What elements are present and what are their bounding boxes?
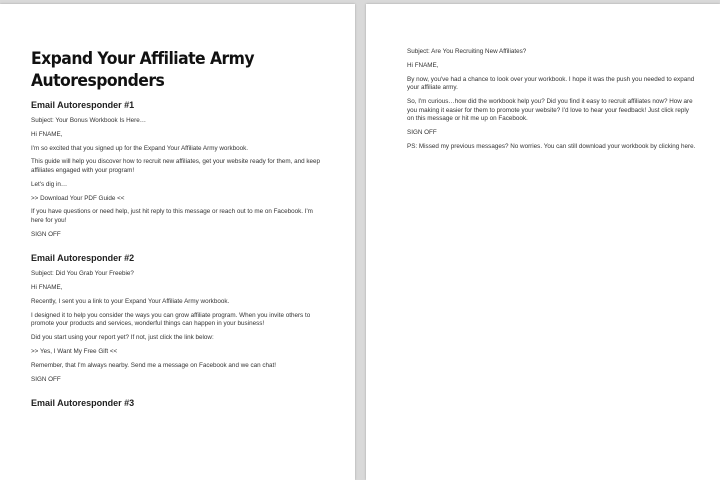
- section-heading-3: Email Autoresponder #3: [31, 398, 135, 409]
- email2-subject: Subject: Did You Grab Your Freebie?: [31, 270, 134, 278]
- email1-download-link[interactable]: >> Download Your PDF Guide <<: [31, 194, 125, 202]
- email2-signoff: SIGN OFF: [31, 375, 61, 383]
- email1-paragraph: Let's dig in…: [31, 180, 68, 188]
- email3-paragraph: By now, you've had a chance to look over your workbook. I hope it was the push you needed to expand your affiliate army.: [407, 75, 695, 92]
- section-heading-1: Email Autoresponder #1: [31, 100, 135, 110]
- email1-greeting: Hi FNAME,: [31, 130, 63, 138]
- email3-greeting: Hi FNAME,: [407, 61, 439, 69]
- email1-paragraph: If you have questions or need help, just hit reply to this message or reach out to me on Facebook. I'm here for you!: [31, 208, 313, 224]
- email3-paragraph: So, I'm curious…how did the workbook help you? Did you find it easy to recruit affiliates now? How are you making it easier for them to promote your website? I'd love to hear your feedback! Just click reply on this message or hit me up on Facebook.: [407, 97, 693, 123]
- document-page-right: [366, 4, 720, 480]
- left-page-content: [31, 99, 321, 415]
- email2-paragraph: Remember, that I'm always nearby. Send me a message on Facebook and we can chat!: [31, 361, 277, 369]
- right-page-content: [407, 48, 697, 156]
- document-title: Expand Your Affiliate Army Autoresponders: [31, 49, 255, 91]
- document-page-left: [0, 4, 355, 480]
- email2-greeting: Hi FNAME,: [31, 284, 63, 292]
- email1-subject: Subject: Your Bonus Workbook Is Here…: [31, 117, 147, 124]
- email1-paragraph: This guide will help you discover how to recruit new affiliates, get your website ready for them, and keep affiliates engaged with your program!: [31, 158, 320, 174]
- email2-paragraph: I designed it to help you consider the ways you can grow affiliate program. When you invite others to promote your products and services, wonderful things can happen in your business!: [31, 311, 311, 328]
- email2-paragraph: Recently, I sent you a link to your Expand Your Affiliate Army workbook.: [31, 298, 230, 305]
- section-heading-2: Email Autoresponder #2: [31, 253, 135, 264]
- email3-signoff: SIGN OFF: [407, 128, 437, 136]
- email1-paragraph: I'm so excited that you signed up for the Expand Your Affiliate Army workbook.: [31, 144, 249, 152]
- email1-signoff: SIGN OFF: [31, 230, 61, 238]
- email2-gift-link[interactable]: >> Yes, I Want My Free Gift <<: [31, 347, 118, 355]
- email2-paragraph: Did you start using your report yet? If not, just click the link below:: [31, 334, 214, 342]
- email3-postscript: PS: Missed my previous messages? No worries. You can still download your workbook by clicking here.: [407, 142, 696, 150]
- email3-subject: Subject: Are You Recruiting New Affiliates?: [407, 48, 527, 55]
